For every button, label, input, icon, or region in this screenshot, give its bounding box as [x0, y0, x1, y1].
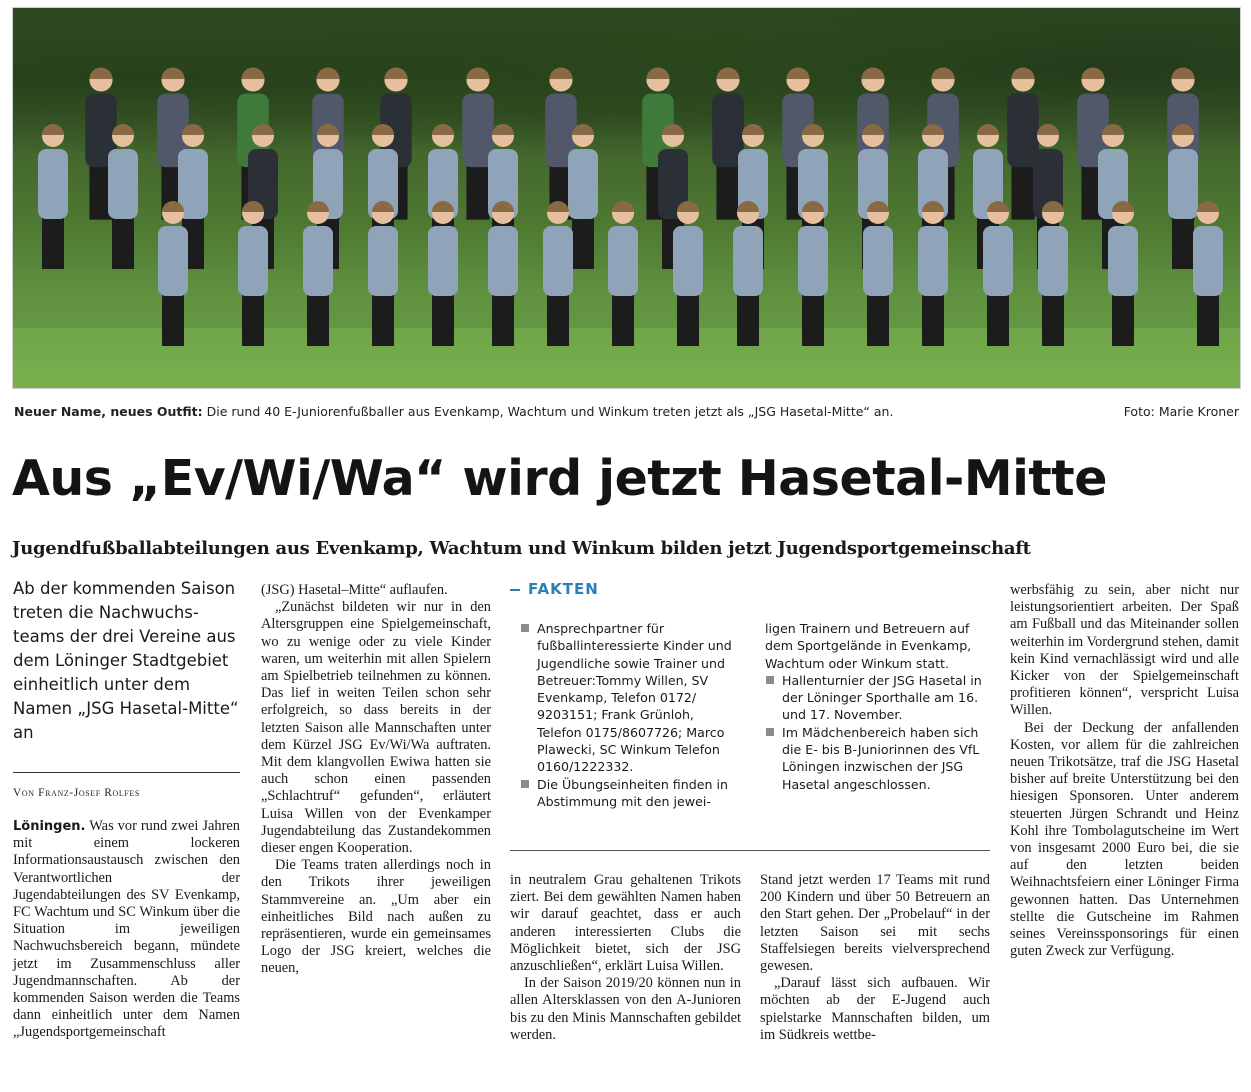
fakten-title	[510, 580, 599, 598]
column-4-para-2: „Darauf lässt sich aufbauen. Wir möchten ab der E-Jugend auch spielstarke Mannschaften bilden, um im Südkreis wettbe-	[760, 975, 990, 1043]
team-photo-icon	[13, 8, 1240, 388]
subheadline: Jugendfußballabteilungen aus Evenkamp, Wachtum und Winkum bilden jetzt Jugendsportgemeinschaft	[12, 538, 1031, 559]
caption-lead: Neuer Name, neues Outfit:	[14, 404, 203, 419]
fakten-item-continued: ligen Trainern und Betreuern auf dem Sportgelände in Evenkamp, Wachtum oder Winkum statt.	[765, 621, 972, 671]
fakten-item	[765, 672, 989, 724]
column-5-para-1: werbsfähig zu sein, aber nicht nur leistungsorientiert arbeiten. Der Spaß am Fußball und das Miteinander sollen weiterhin im Vordergrund stehen, damit kein Kind vernachlässigt wird und alle Kicker von der Spielgemeinschaft profitieren können“, verspricht Luisa Willen.	[1010, 582, 1240, 719]
fakten-column-b	[765, 620, 989, 793]
square-bullet-icon	[766, 728, 774, 736]
fakten-item-text: Im Mädchenbereich haben sich die E- bis B-Juniorinnen des VfL Löningen inzwischen der JSG Hasetal angeschlossen.	[782, 724, 980, 792]
headline: Aus „Ev/Wi/Wa“ wird jetzt Hasetal-Mitte	[12, 450, 1107, 507]
column-5	[1010, 582, 1239, 960]
team-photo	[12, 7, 1241, 389]
dateline: Löningen.	[13, 819, 86, 834]
intro-teaser: Ab der kommenden Saison treten die Nachwuchsteams der drei Vereine aus dem Löninger Stadtgebiet einheitlich unter dem Namen „JSG Hasetal-Mitte“ an	[13, 579, 239, 742]
byline	[13, 787, 140, 799]
column-1-text: Was vor rund zwei Jahren mit einem lockeren Informationsaustausch zwischen den Verantwortlichen der Jugendabteilungen des SV Evenkamp, FC Wachtum und SC Winkum über die Situation im jeweiligen Nachwuchsbereich begann, mündete jetzt im Zusammenschluss aller Jugendmannschaften. Ab der kommenden Saison werden die Teams dann einheitlich unter dem Namen „Jugendsportgemeinschaft	[13, 818, 240, 1041]
fakten-bottom-rule	[510, 850, 990, 851]
fakten-title-text: FAKTEN	[528, 580, 599, 598]
square-bullet-icon	[521, 624, 529, 632]
byline-rule	[13, 772, 240, 773]
column-3-para-2: In der Saison 2019/20 können nun in allen Altersklassen von den A-Junioren bis zu den Minis Mannschaften gebildet werden.	[510, 975, 741, 1043]
fakten-column-a	[520, 620, 742, 810]
column-3-para-1: in neutralem Grau gehaltenen Trikots ziert. Bei dem gewählten Namen haben wir darauf geachtet, dass er auch anderen interessierten Clubs die Möglichkeit bietet, sich der JSG anzuschließen“, erklärt Luisa Willen.	[510, 872, 741, 975]
column-4	[760, 872, 990, 1044]
person-figure	[1193, 201, 1223, 346]
fakten-item	[520, 776, 742, 811]
byline-text: Von Franz-Josef Rolfes	[13, 787, 140, 799]
person-figure	[38, 124, 68, 269]
column-2-para-3: Die Teams traten allerdings noch in den Trikots ihrer jeweiligen Stammvereine an. „Um aber ein einheitliches Bild nach außen zu repräsentieren, wurde ein gemeinsames Logo der JSG kreiert, welches die neuen,	[261, 857, 491, 977]
column-3	[510, 872, 741, 1044]
person-figure	[608, 201, 638, 346]
fakten-box	[510, 580, 990, 850]
caption-text: Die rund 40 E-Juniorenfußballer aus Evenkamp, Wachtum und Winkum treten jetzt als „JSG Hasetal-Mitte“ an.	[202, 404, 894, 419]
fakten-dash-icon	[510, 589, 520, 591]
column-2-para-1: (JSG) Hasetal–Mitte“ auflaufen.	[261, 582, 448, 598]
column-5-para-2: Bei der Deckung der anfallenden Kosten, vor allem für die zahlreichen neuen Trikotsätze, traf die JSG Hasetal bisher auf breite Unterstützung bei den hiesigen Sponsoren. Unter anderem steuerten Jürgen Schrandt und Heinz Kohl ihre Tombolagutscheine im Wert von insgesamt 2000 Euro bei, die sie auf den letzten beiden Weihnachtsfeiern einer Löninger Firma gewonnen hatten. Das Unternehmen stellte die Gutscheine im Rahmen seines Vereinssponsorings für einen guten Zweck zur Verfügung.	[1010, 719, 1239, 960]
fakten-item-text: Ansprechpartner für fußballinteressierte Kinder und Jugendliche sowie Trainer und Betreuer:Tommy Willen, SV Evenkamp, Telefon 0172/ 9203151; Frank Grünloh, Telefon 0175/8607726; Marco Plawecki, SC Winkum Telefon 0160/1222332.	[537, 621, 732, 775]
column-2	[261, 582, 491, 978]
person-figure	[543, 201, 573, 346]
fakten-item	[520, 620, 742, 776]
square-bullet-icon	[766, 676, 774, 684]
column-1	[13, 818, 240, 1042]
column-2-para-2: „Zunächst bildeten wir nur in den Altersgruppen eine Spielgemeinschaft, wo zu wenige oder zu viele Kinder waren, um weiterhin mit allen Spielern am Spielbetrieb teilnehmen zu können. Das lief in weiten Teilen schon sehr erfolgreich, so dass bereits in der letzten Saison alle Mannschaften unter dem Kürzel JSG Ev/Wi/Wa auftraten. Mit dem klangvollen Ewiwa hatten sie auch schon einen passenden „Schlachtruf“ gefunden“, erläutert Luisa Willen von der Evenkamper Jugendabteilung das Zustandekommen dieser engen Kooperation.	[261, 599, 491, 857]
fakten-item	[765, 724, 989, 793]
photo-caption	[14, 404, 1239, 419]
photo-credit: Foto: Marie Kroner	[1123, 404, 1239, 419]
fakten-item-text: Hallenturnier der JSG Hasetal in der Löninger Sporthalle am 16. und 17. November.	[782, 672, 982, 723]
fakten-item-text: Die Übungseinheiten finden in Abstimmung mit den jewei-	[537, 776, 728, 809]
square-bullet-icon	[521, 780, 529, 788]
column-4-para-1: Stand jetzt werden 17 Teams mit rund 200 Kindern und über 50 Betreuern an den Start gehen. Der „Probelauf“ in der letzten Saison sei mit sechs Staffelsiegen bereits vielversprechend gewesen.	[760, 872, 990, 975]
